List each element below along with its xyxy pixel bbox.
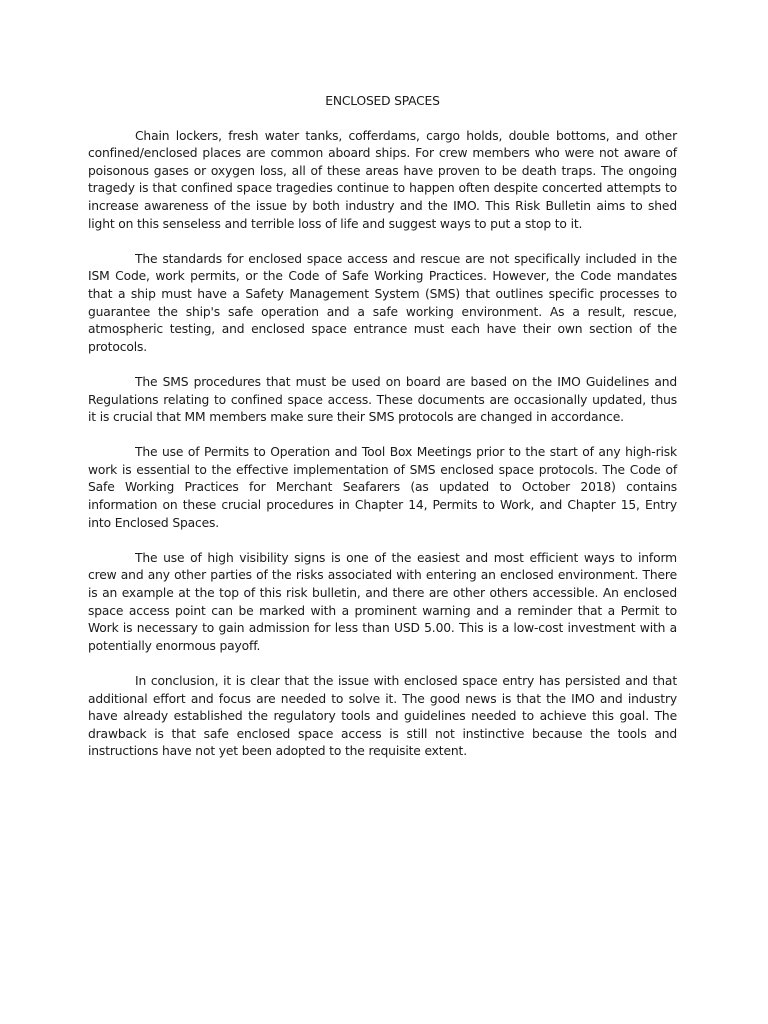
paragraph-conclusion: In conclusion, it is clear that the issue with enclosed space entry has persisted and that additional effort and focus are needed to solve it. The good news is that the IMO and industry have already established the regulatory tools and guidelines needed to achieve this goal. The drawback is that safe enclosed space access is still not instinctive because the tools and instructions have not yet been adopted to the requisite extent. xyxy=(88,674,677,759)
document-body xyxy=(88,93,677,779)
paragraph-standards: The standards for enclosed space access and rescue are not specifically included in the ISM Code, work permits, or the Code of Safe Working Practices. However, the Code mandates that a ship must have a Safety Management System (SMS) that outlines specific processes to guarantee the ship's safe operation and a safe working environment. As a result, rescue, atmospheric testing, and enclosed space entrance must each have their own section of the protocols. xyxy=(88,251,677,354)
paragraph-permits: The use of Permits to Operation and Tool Box Meetings prior to the start of any high-risk work is essential to the effective implementation of SMS enclosed space protocols. The Code of Safe Working Practices for Merchant Seafarers (as updated to October 2018) contains information on these crucial procedures in Chapter 14, Permits to Work, and Chapter 15, Entry into Enclosed Spaces. xyxy=(88,445,677,530)
paragraph-signs: The use of high visibility signs is one of the easiest and most efficient ways to inform crew and any other parties of the risks associated with entering an enclosed environment. There is an example at the top of this risk bulletin, and there are other others accessible. An enclosed space access point can be marked with a prominent warning and a reminder that a Permit to Work is necessary to gain admission for less than USD 5.00. This is a low-cost investment with a potentially enormous payoff. xyxy=(88,550,677,653)
paragraph-intro: Chain lockers, fresh water tanks, cofferdams, cargo holds, double bottoms, and other confined/enclosed places are common aboard ships. For crew members who were not aware of poisonous gases or oxygen loss, all of these areas have proven to be death traps. The ongoing tragedy is that confined space tragedies continue to happen often despite concerted attempts to increase awareness of the issue by both industry and the IMO. This Risk Bulletin aims to shed light on this senseless and terrible loss of life and suggest ways to put a stop to it. xyxy=(88,128,677,231)
document-title: ENCLOSED SPACES xyxy=(325,94,440,108)
paragraph-sms-procedures: The SMS procedures that must be used on board are based on the IMO Guidelines and Regulations relating to confined space access. These documents are occasionally updated, thus it is crucial that MM members make sure their SMS protocols are changed in accordance. xyxy=(88,374,677,425)
